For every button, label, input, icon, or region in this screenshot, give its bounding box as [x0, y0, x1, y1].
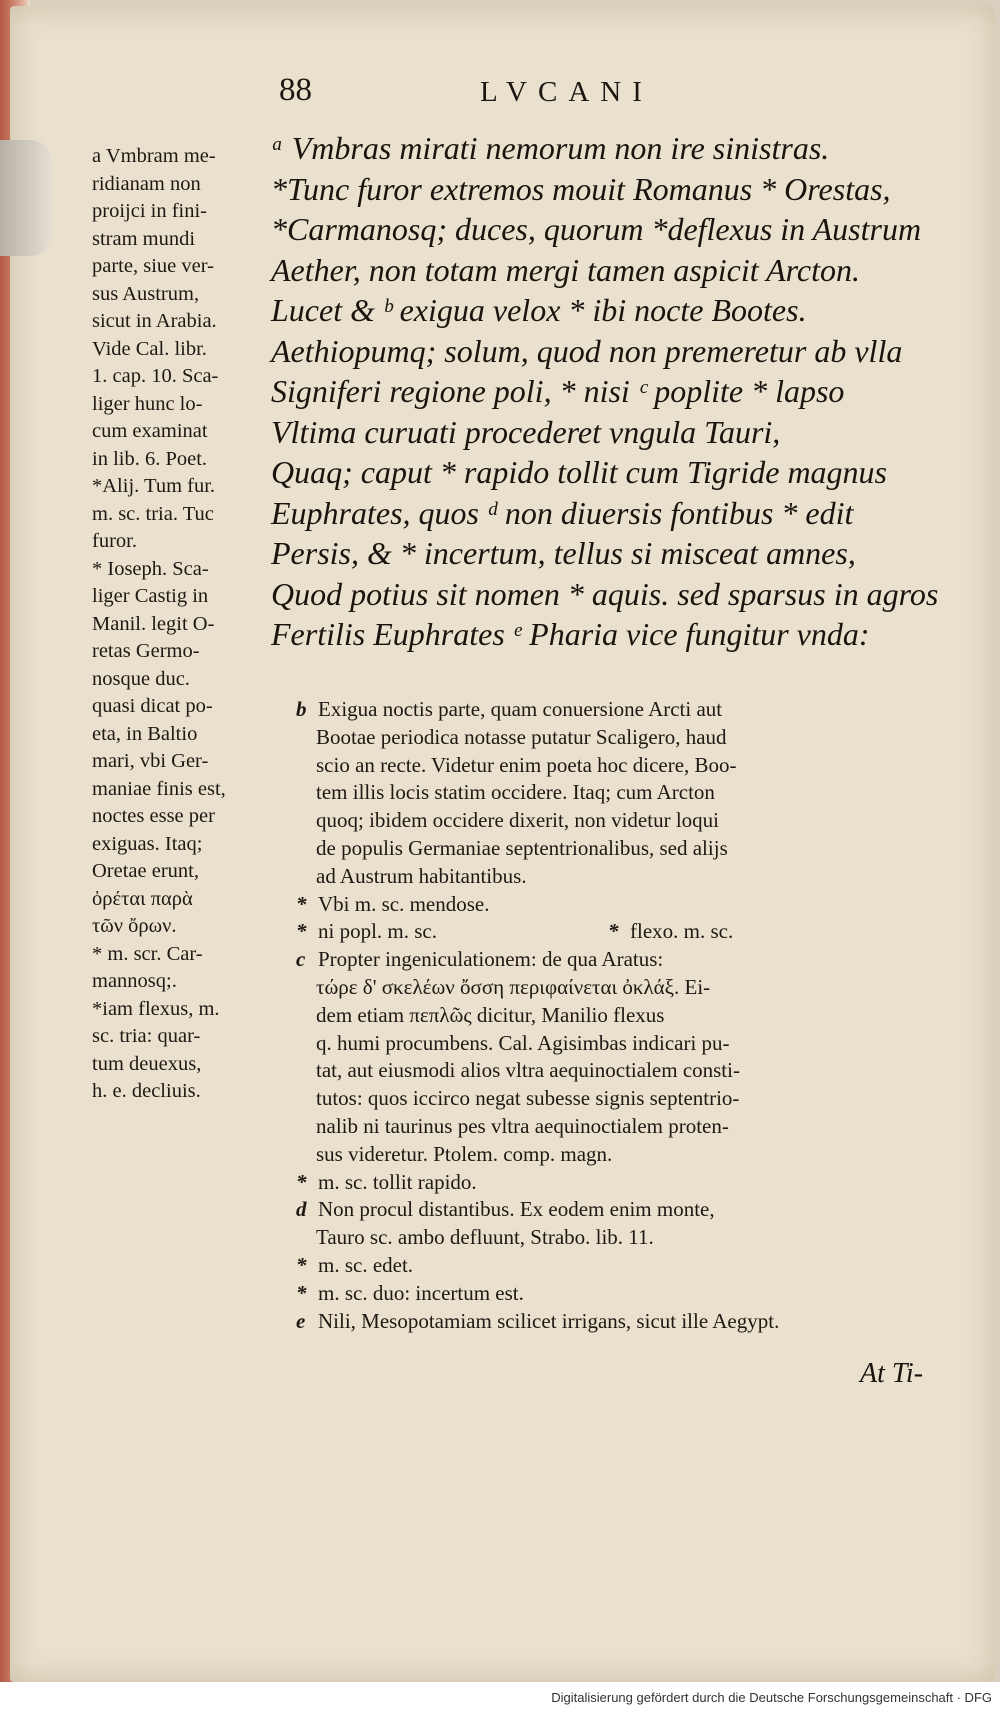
footnote-text: Nili, Mesopotamiam scilicet irrigans, sicut ille Aegypt.	[318, 1308, 780, 1333]
margin-note-line: Manil. legit O-	[92, 612, 215, 635]
page-number: 88	[279, 72, 312, 108]
verse-line: Aethiopumq; solum, quod non premeretur ab vlla	[271, 332, 903, 369]
margin-note-line: sicut in Arabia.	[92, 310, 217, 332]
footnote-line: Non procul distantibus. Ex eodem enim monte,	[318, 1197, 715, 1222]
margin-note-line: *iam flexus, m.	[92, 997, 220, 1020]
margin-notes	[92, 143, 272, 1106]
verse-line: Vltima curuati procederet vngula Tauri,	[271, 413, 781, 450]
note-marker-star: *	[296, 1169, 307, 1194]
margin-note-line: h. e. decliuis.	[92, 1080, 201, 1102]
margin-note-line: maniae finis est,	[92, 777, 226, 800]
margin-note-line: quasi dicat po-	[92, 695, 213, 717]
footnote-text: flexo. m. sc.	[630, 919, 734, 944]
footnote-line: Tauro sc. ambo defluunt, Strabo. lib. 11.	[316, 1225, 654, 1250]
note-marker-star: *	[296, 919, 307, 944]
footnote-line: τώρε δ' σκελέων ὄσση περιφαίνεται ὀκλάξ. Ei-	[316, 974, 711, 999]
margin-note-line: ὀρέται παρὰ	[92, 887, 193, 910]
footnote-star	[296, 1169, 936, 1197]
margin-note-line: liger Castig in	[92, 585, 209, 607]
verse-line: Signiferi regione poli, * nisi ᶜ poplite * lapso	[271, 373, 845, 409]
catchword: At Ti-	[860, 1358, 924, 1389]
footnote-line: tutos: quos iccirco negat subesse signis septentrio-	[316, 1086, 740, 1111]
footnote-line: de populis Germaniae septentrionalibus, sed alijs	[316, 835, 728, 860]
margin-note-line: mannosq;.	[92, 970, 177, 992]
margin-note-line: sus Austrum,	[92, 282, 200, 305]
note-marker-star: *	[296, 1280, 307, 1305]
margin-note-line: Oretae erunt,	[92, 860, 199, 882]
margin-note-line: ridianam non	[92, 172, 201, 195]
note-marker-c: c	[296, 947, 306, 972]
verse-line: Quod potius sit nomen * aquis. sed sparsus in agros	[271, 575, 939, 612]
margin-note-line: liger hunc lo-	[92, 392, 203, 415]
verse-line: Fertilis Euphrates ᵉ Pharia vice fungitur vnda:	[271, 616, 870, 652]
verse-line: Persis, & * incertum, tellus si misceat amnes,	[271, 535, 856, 571]
margin-note-line: nosque duc.	[92, 667, 190, 690]
margin-note-line: Vide Cal. libr.	[92, 337, 207, 360]
verse-line: *Carmanosq; duces, quorum *deflexus in Austrum	[271, 211, 922, 247]
footnote-line: Propter ingeniculationem: de qua Aratus:	[318, 947, 664, 972]
margin-note-line: furor.	[92, 530, 137, 552]
margin-note-line: m. sc. tria. Tuc	[92, 502, 214, 525]
verse-line: ᵃ Vmbras mirati nemorum non ire sinistras.	[271, 130, 830, 166]
margin-note-line: mari, vbi Ger-	[92, 750, 209, 772]
verse-block	[271, 128, 971, 655]
footnote-b	[296, 696, 936, 724]
footnote-line: tat, aut eiusmodi alios vltra aequinoctialem consti-	[316, 1058, 740, 1083]
margin-note-line: in lib. 6. Poet.	[92, 447, 208, 470]
verse-line: Quaq; caput * rapido tollit cum Tigride magnus	[271, 454, 887, 490]
note-marker-b: b	[296, 697, 307, 721]
footnote-line: quoq; ibidem occidere dixerit, non videtur loqui	[316, 808, 719, 833]
footnote-text: m. sc. tollit rapido.	[318, 1169, 477, 1194]
running-title: LVCANI	[480, 76, 653, 108]
note-marker-star: *	[296, 1252, 307, 1277]
margin-note-line: exiguas. Itaq;	[92, 832, 203, 855]
margin-note-line: proijci in fini-	[92, 200, 208, 222]
margin-note-line: a Vmbram me-	[92, 145, 216, 167]
margin-note-line: * Ioseph. Sca-	[92, 557, 209, 580]
footnote-text: m. sc. edet.	[318, 1252, 414, 1277]
footnotes	[296, 696, 936, 1335]
verse-line: Aether, non totam mergi tamen aspicit Arcton.	[271, 251, 860, 288]
margin-note-line: retas Germo-	[92, 640, 200, 662]
margin-note-line: τῶν ὄρων.	[92, 915, 177, 937]
margin-note-line: stram mundi	[92, 227, 196, 250]
margin-note-line: * m. scr. Car-	[92, 942, 203, 965]
margin-note-line: tum deuexus,	[92, 1052, 202, 1075]
footnote-line: nalib ni taurinus pes vltra aequinoctialem proten-	[316, 1113, 729, 1138]
verse-line: *Tunc furor extremos mouit Romanus * Orestas,	[271, 170, 891, 207]
footnote-text: m. sc. duo: incertum est.	[318, 1280, 524, 1305]
footnote-line: ad Austrum habitantibus.	[316, 863, 527, 888]
footnote-c	[296, 946, 936, 974]
verse-line: Euphrates, quos ᵈ non diuersis fontibus * edit	[271, 494, 854, 531]
note-marker-star: *	[608, 919, 619, 944]
note-marker-d: d	[296, 1197, 307, 1222]
footnote-star-pair	[296, 918, 936, 946]
footnote-line: q. humi procumbens. Cal. Agisimbas indicari pu-	[316, 1030, 730, 1055]
margin-note-line: 1. cap. 10. Sca-	[92, 365, 219, 387]
footnote-e	[296, 1308, 936, 1336]
page-header	[0, 72, 1000, 112]
footnote-line: tem illis locis statim occidere. Itaq; cum Arcton	[316, 780, 715, 805]
footnote-line: scio an recte. Videtur enim poeta hoc dicere, Boo-	[316, 752, 737, 777]
margin-note-line: cum examinat	[92, 420, 208, 442]
footnote-star	[296, 1252, 936, 1280]
verse-line: Lucet & ᵇ exigua velox * ibi nocte Bootes.	[271, 292, 807, 328]
margin-note-line: sc. tria: quar-	[92, 1025, 201, 1047]
margin-note-line: eta, in Baltio	[92, 722, 198, 745]
footnote-star	[296, 1280, 936, 1308]
digitization-credit: Digitalisierung gefördert durch die Deutsche Forschungsgemeinschaft · DFG	[551, 1690, 992, 1705]
footnote-text: Vbi m. sc. mendose.	[318, 891, 490, 916]
note-marker-star: *	[296, 891, 307, 916]
footnote-line: Exigua noctis parte, quam conuersione Arcti aut	[318, 697, 723, 721]
bookmark-tab	[0, 140, 52, 256]
margin-note-line: noctes esse per	[92, 805, 215, 827]
footnote-line: dem etiam πεπλῶς dicitur, Manilio flexus	[316, 1002, 665, 1027]
footnote-star	[296, 891, 936, 919]
footnote-text: ni popl. m. sc.	[318, 919, 437, 944]
footnote-line: Bootae periodica notasse putatur Scaligero, haud	[316, 724, 727, 749]
margin-note-line: parte, siue ver-	[92, 255, 214, 277]
footnote-line: sus videretur. Ptolem. comp. magn.	[316, 1141, 613, 1166]
footnote-d	[296, 1196, 936, 1224]
note-marker-e: e	[296, 1308, 306, 1333]
margin-note-line: *Alij. Tum fur.	[92, 475, 216, 497]
